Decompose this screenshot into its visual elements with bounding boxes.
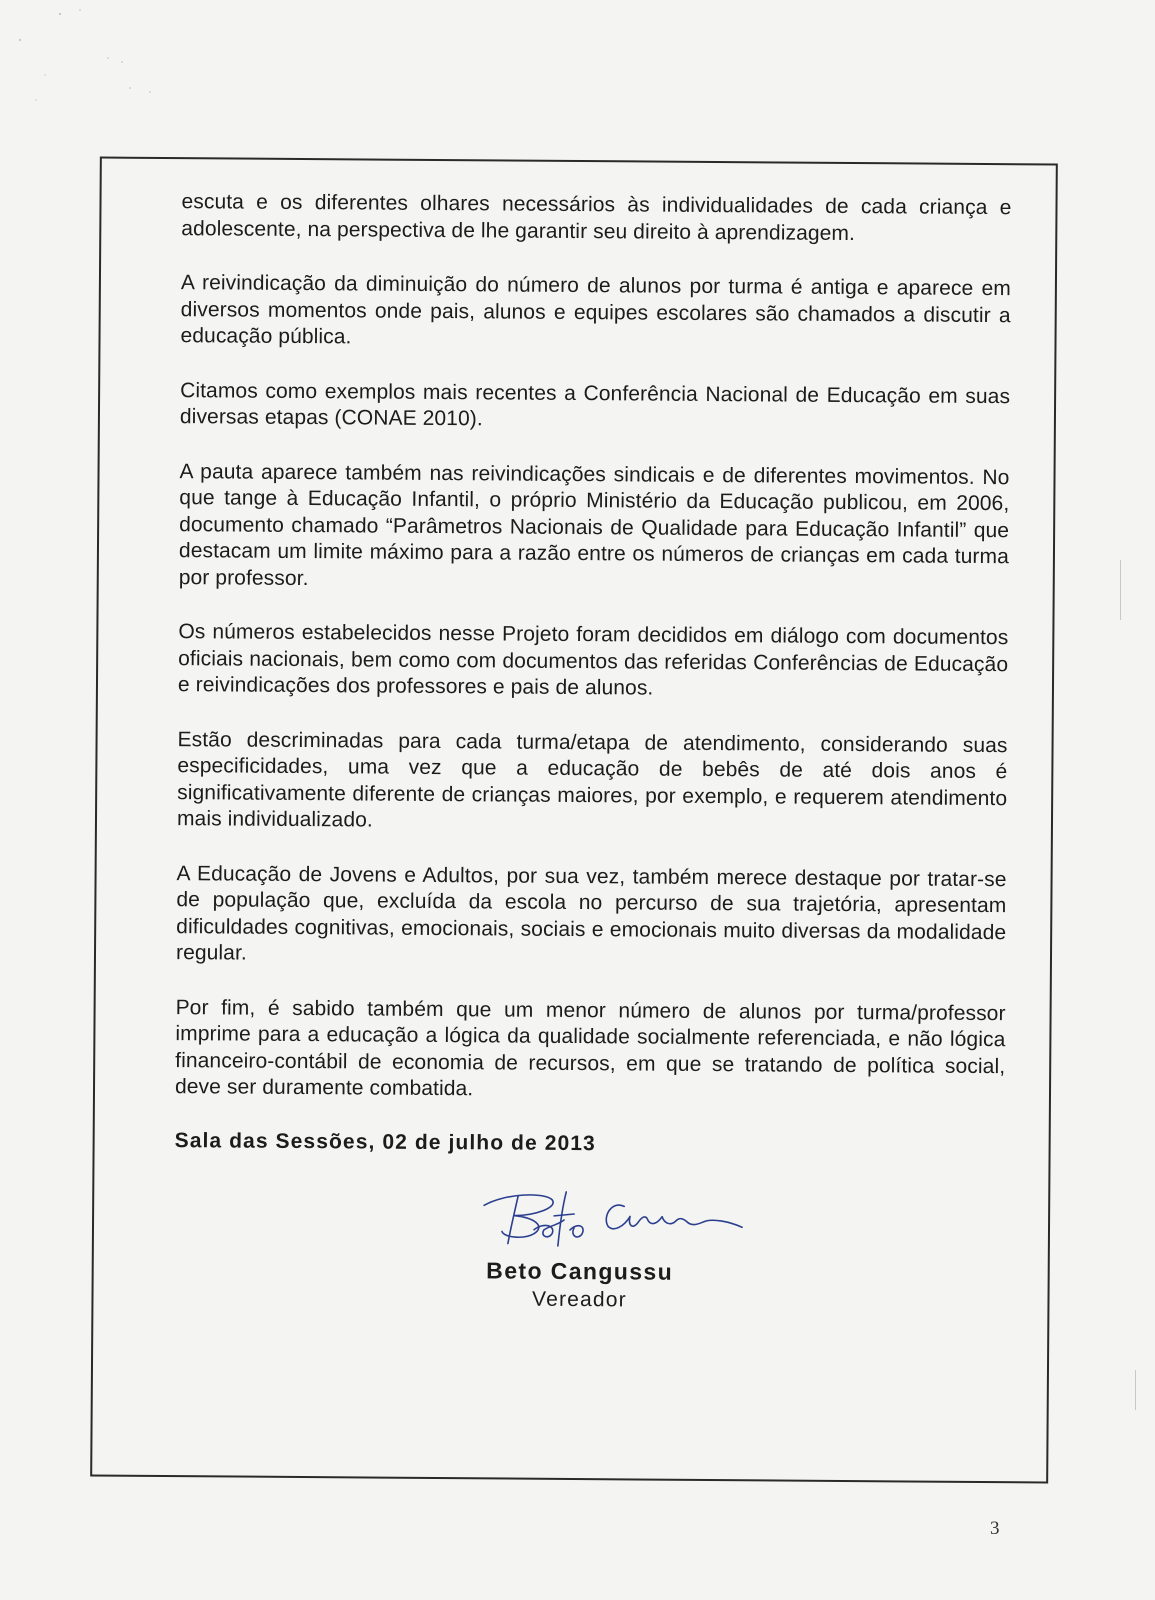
- paragraph: A reivindicação da diminuição do número de alunos por turma é antiga e aparece em diversos momentos onde pais, alunos e equipes escolares são chamados a discutir a educação pública.: [180, 271, 1011, 349]
- handwritten-signature: [474, 1185, 775, 1267]
- page-number: 3: [990, 1518, 1000, 1539]
- signer-role: Vereador: [531, 1287, 627, 1311]
- paragraph: escuta e os diferentes olhares necessários às individualidades de cada criança e adolescente, na perspectiva de lhe garantir seu direito à aprendizagem.: [181, 190, 1012, 245]
- closing-date-line: Sala das Sessões, 02 de julho de 2013: [174, 1128, 596, 1155]
- signature-block: [173, 1183, 1004, 1339]
- paragraph: Estão descriminadas para cada turma/etapa de atendimento, considerando suas especificidades, uma vez que a educação de bebês de até dois anos é significativamente diferente de crianças maiores, por exemplo, e requerem atendimento mais individualizado.: [176, 727, 1008, 832]
- document-body: [173, 189, 1011, 1339]
- paragraph: Os números estabelecidos nesse Projeto foram decididos em diálogo com documentos oficiais nacionais, bem como com documentos das referidas Conferências de Educação e reivindicações dos professores e pais de alunos.: [177, 620, 1009, 700]
- signer-name: Beto Cangussu: [486, 1256, 674, 1285]
- paragraph: Citamos como exemplos mais recentes a Conferência Nacional de Educação em suas diversas etapas (CONAE 2010).: [179, 378, 1011, 431]
- paragraph: A pauta aparece também nas reivindicações sindicais e de diferentes movimentos. No que tange à Educação Infantil, o próprio Ministério da Educação publicou, em 2006, documento chamado “Parâmetros Nacionais de Qualidade para Educação Infantil” que destacam um limite máximo para a razão entre os números de crianças em cada turma por professor.: [178, 459, 1010, 590]
- paragraph: A Educação de Jovens e Adultos, por sua vez, também merece destaque por tratar-se de população que, excluída da escola no percurso de sua trajetória, apresentam dificuldades cognitivas, emocionais, sociais e emocionais muito diversas da modalidade regular.: [175, 861, 1007, 965]
- scan-edge-mark: [1135, 1370, 1136, 1410]
- document-frame: [90, 157, 1058, 1484]
- paragraph: Por fim, é sabido também que um menor número de alunos por turma/professor imprime para a educação a lógica da qualidade socialmente referenciada, e não lógica financeiro-contábil de economia de recursos, em que se tratando de política social, deve ser duramente combatida.: [174, 995, 1006, 1101]
- scan-specks: [0, 0, 200, 120]
- scan-edge-mark: [1120, 560, 1121, 620]
